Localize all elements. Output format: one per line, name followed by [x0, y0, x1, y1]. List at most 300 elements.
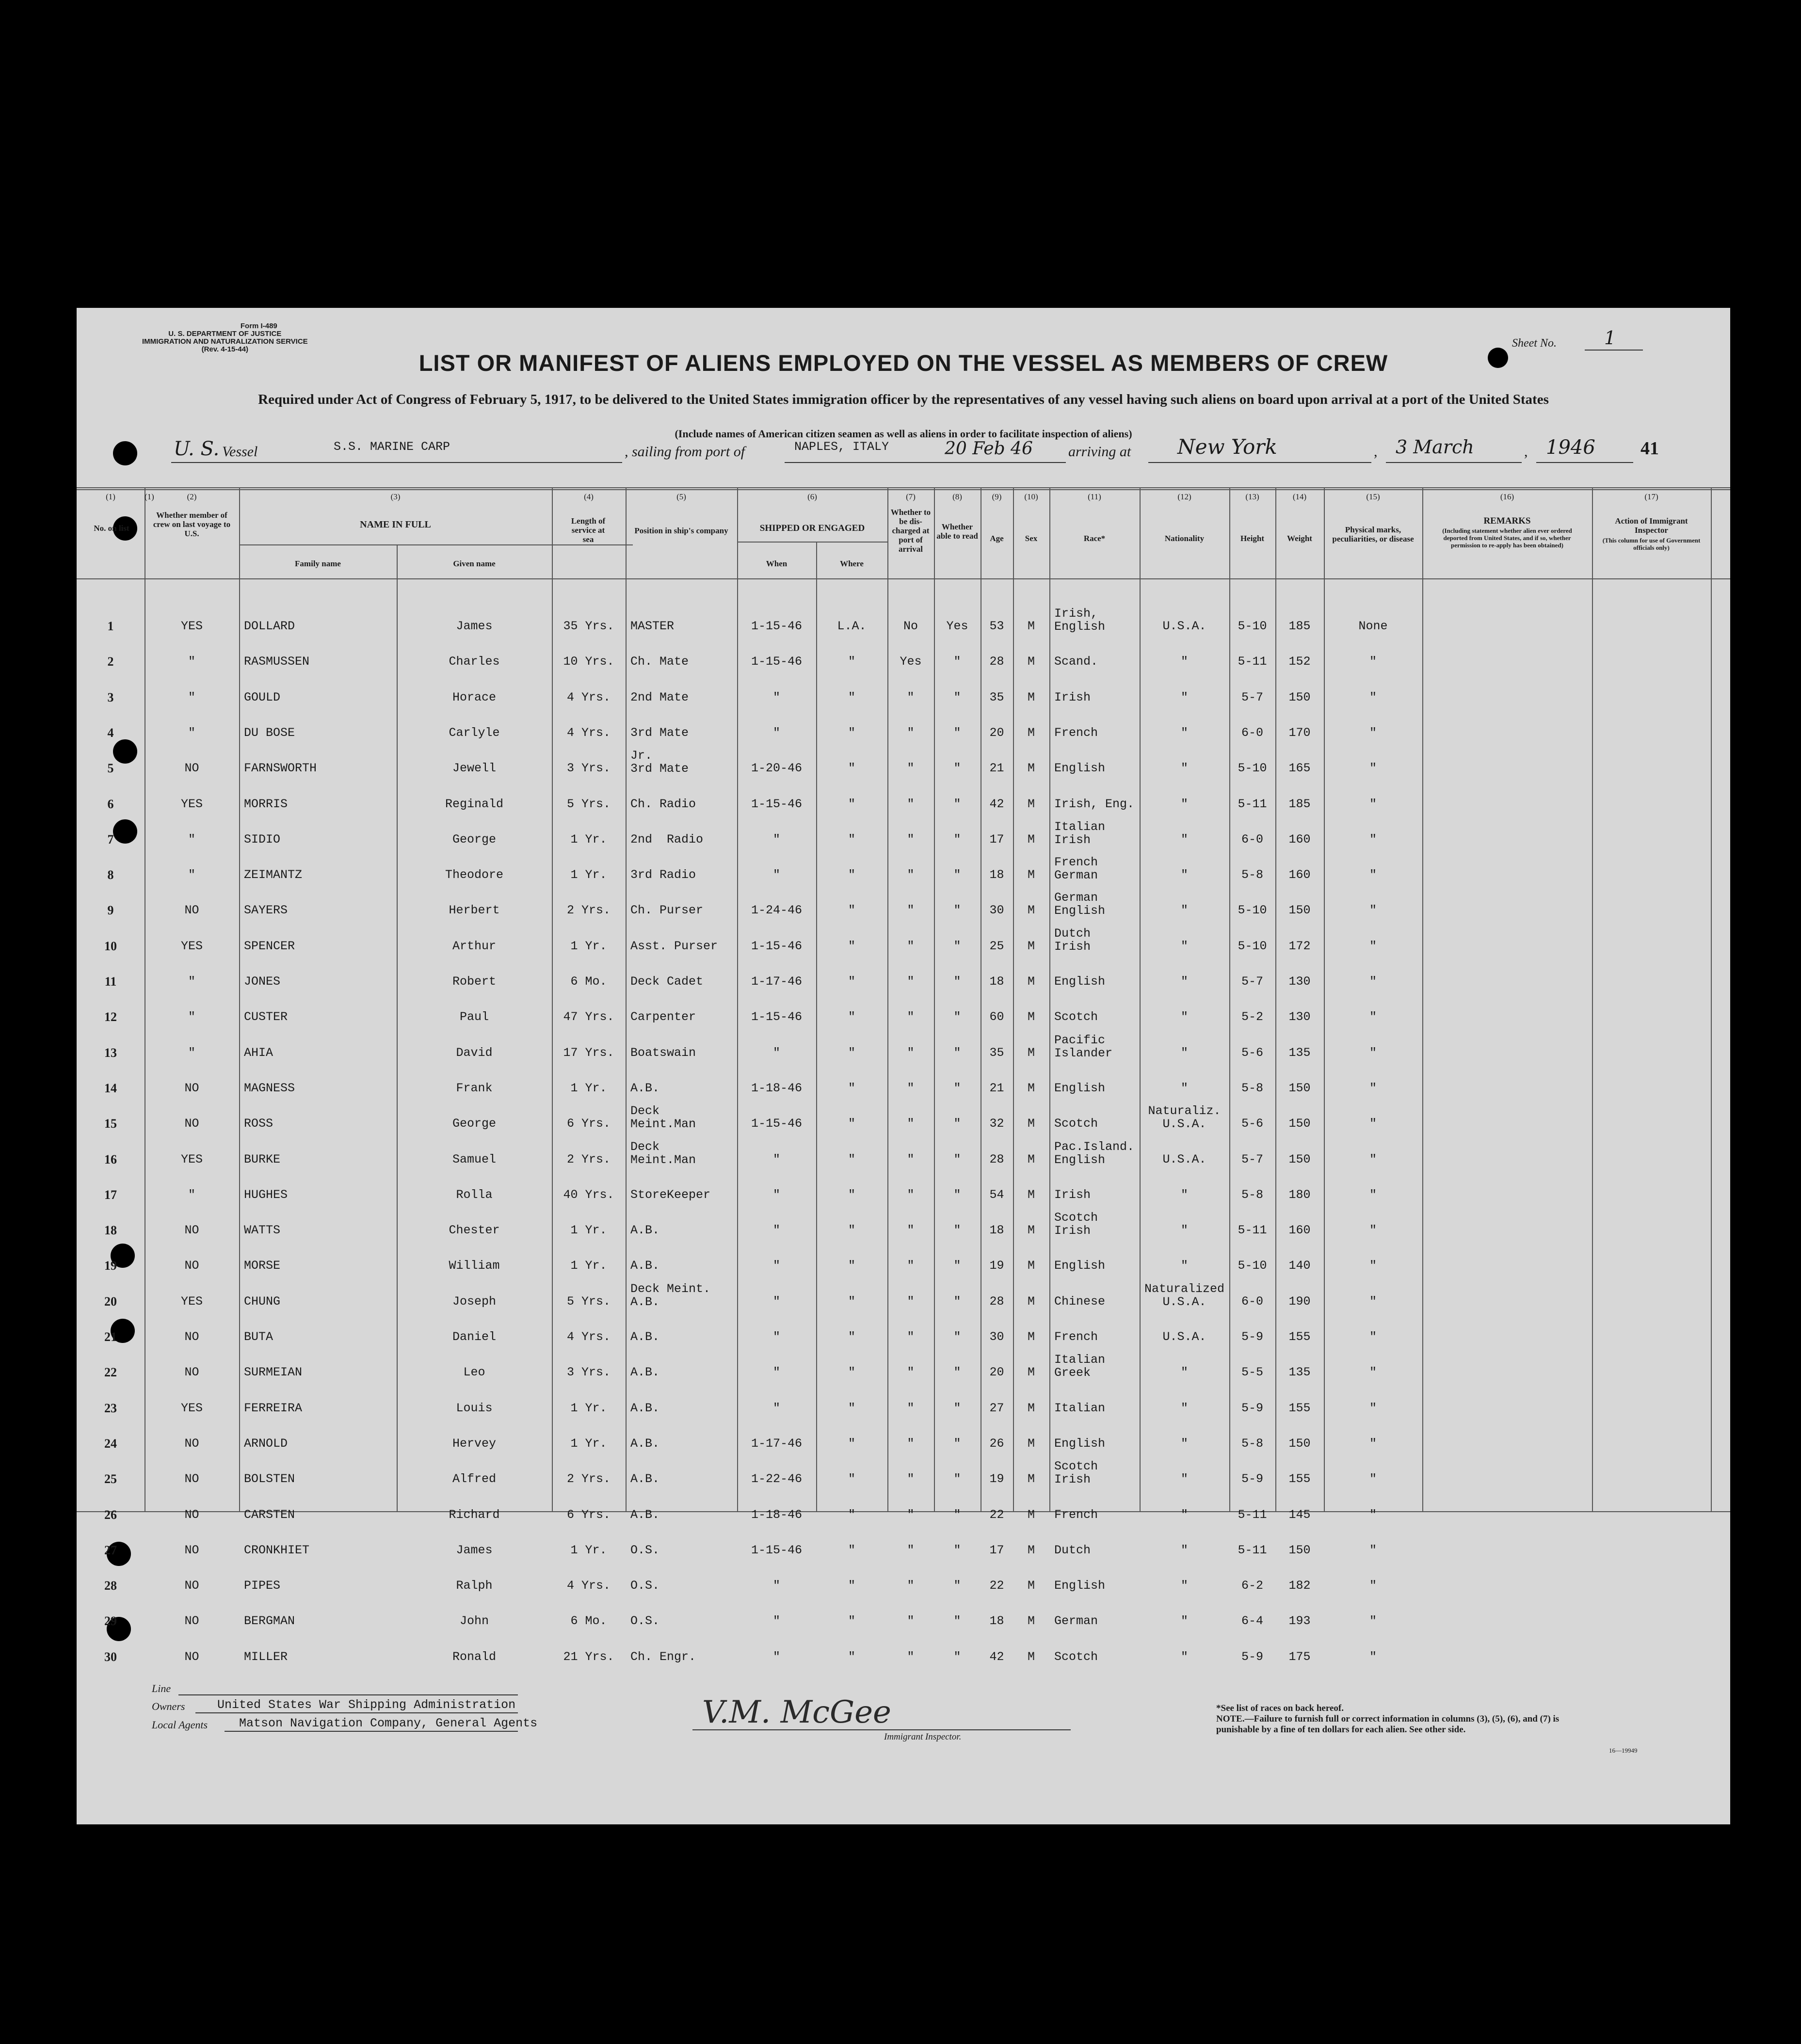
- cell-position: A.B.: [630, 1330, 660, 1344]
- cell-family: CUSTER: [244, 1010, 288, 1024]
- cell-marks: ": [1369, 797, 1377, 811]
- cell-marks: ": [1369, 1507, 1377, 1522]
- cell-sex: M: [1027, 1543, 1035, 1557]
- col-num: (10): [1024, 492, 1038, 501]
- cell-weight: 160: [1288, 832, 1311, 846]
- table-row: [77, 1246, 1730, 1275]
- cell-no: 29: [104, 1614, 117, 1629]
- cell-service: 5 Yrs.: [566, 797, 611, 811]
- cell-nat: U.S.A.: [1162, 1330, 1206, 1344]
- cell-no: 8: [107, 868, 114, 882]
- cell-last: NO: [184, 1507, 199, 1522]
- cell-race: Dutch: [1054, 1543, 1091, 1557]
- cell-position: 3rd Radio: [630, 868, 696, 882]
- cell-service: 6 Mo.: [570, 1614, 607, 1629]
- cell-given: Arthur: [452, 939, 496, 953]
- cell-race: German English: [1054, 891, 1106, 918]
- cell-height: 6-0: [1241, 832, 1263, 846]
- cell-age: 18: [989, 1614, 1004, 1629]
- cell-position: A.B.: [630, 1223, 660, 1238]
- cell-height: 5-11: [1238, 655, 1267, 669]
- cell-age: 30: [989, 1330, 1004, 1344]
- table-row: [77, 1281, 1730, 1310]
- cell-age: 19: [989, 1259, 1004, 1273]
- cell-where: ": [848, 1081, 855, 1095]
- header-family-name: Family name: [295, 559, 341, 568]
- cell-marks: ": [1369, 1223, 1377, 1238]
- col-num: (11): [1088, 492, 1101, 501]
- col-num: (14): [1292, 492, 1307, 501]
- header-remarks: REMARKS: [1483, 516, 1531, 526]
- cell-last: NO: [184, 1081, 199, 1095]
- manifest-sheet: Form I-489 U. S. DEPARTMENT OF JUSTICE IMMIGRATION AND NATURALIZATION SERVICE (Rev. 4-15-44) LIST OR MANIFEST OF ALIENS EMPLOYED ON THE VESSEL AS MEMBERS OF CREW Sheet No. 1 Required under Act of Congress of February 5, 1917, to be delivered to the United States immigration officer by the representatives of any vessel having such aliens on board upon arrival at a port of the United States (Include names of American citizen seamen as well as aliens in order to facilitate inspection of aliens) 41 U. S. Vessel S.S. MARINE CARP , sailing from port of NAPLES, ITALY 20 Feb 46 arriving at New York , 3 March , 1946 (1) (1) (2) (3) (4) (5) (6) (7) (8) (9) (10) (11) (12) (13) (14) (15) (16) (17) No. on list Whether member of crew on last voyage to U.S. NAME IN FULL Family name Given name Length of service at sea Position in ship's company SHIPPED OR ENGAGED When Where Whether to be dis-charged at port of arrival Whether able to read Age Sex Race* Nationality Height Weight Physical marks, peculiarities, or disease REMARKS (Including statement whether alien ever ordered deported from United States, and if so, whether permission to re-apply has been obtained) Action of Immigrant Inspector (This column for use of Government officials only) 1 YES DOLLARD James 35 Yrs. MASTER 1-15-46 L.A. No Yes 53 M Irish, English U.S.A. 5-10 185 None 2 " RASMUSSEN Charles 10 Yrs. Ch. Mate 1-15-46 " Yes " 28 M Scand. " 5-11 152 " 3 " GOULD Horace 4 Yrs. 2nd Mate " " " " 35 M Irish " 5-7 150 " 4 " DU BOSE Carlyle 4 Yrs. 3rd Mate " " " " 20 M French " 6-0 170 " 5 NO FARNSWORTH Jewell 3 Yrs. Jr. 3rd Mate 1-20-46 " " " 21 M English " 5-10 165 " 6 YES MORRIS Reginald 5 Yrs. Ch. Radio 1-15-46 " " " 42 M Irish, Eng. " 5-11 185 " 7 " SIDIO George 1 Yr. 2nd Radio " " " " 17 M Italian Irish " 6-0 160 " 8 " ZEIMANTZ Theodore 1 Yr. 3rd Radio " " " " 18 M French German " 5-8 160 " 9 NO SAYERS Herbert 2 Yrs. Ch. Purser 1-24-46 " " " 30 M German English " 5-10 150 " 10 YES SPENCER Arthur 1 Yr. Asst. Purser 1-15-46 " " " 25 M Dutch Irish " 5-10 172 " 11 " JONES Robert 6 Mo. Deck Cadet 1-17-46 " " " 18 M English " 5-7 130 " 12 " CUSTER Paul 47 Yrs. Carpenter 1-15-46 " " " 60 M Scotch " 5-2 130 " 13 " AHIA David 17 Yrs. Boatswain " " " " 35 M Pacific Islander " 5-6 135 " 14 NO MAGNESS Frank 1 Yr. A.B. 1-18-46 " " " 21 M English " 5-8 150 " 15 NO ROSS George 6 Yrs. Deck Meint.Man 1-15-46 " " " 32 M Scotch Naturaliz. U.S.A. 5-6 150 " 16 YES BURKE Samuel 2 Yrs. Deck Meint.Man " " " " 28 M Pac.Island. English U.S.A. 5-7 150 " 17 " HUGHES Rolla 40 Yrs. StoreKeeper " " " " 54 M Irish " 5-8 180 " 18 NO WATTS Chester 1 Yr. A.B. " " " " 18 M Scotch Irish " 5-11 160 " 19 NO MORSE William 1 Yr. A.B. " " " " 19 M English " 5-10 140 " 20 YES CHUNG Joseph 5 Yrs. Deck Meint. A.B. " " " " 28 M Chinese Naturalized U.S.A. 6-0 190 " 21 NO BUTA Daniel 4 Yrs. A.B. " " " " 30 M French U.S.A. 5-9 155 " 22 NO SURMEIAN Leo 3 Yrs. A.B. " " " " 20 M Italian Greek " 5-5 135 " 23 YES FERREIRA Louis 1 Yr. A.B. " " " " 27 M Italian " 5-9 155 " 24 NO ARNOLD Hervey 1 Yr. A.B. 1-17-46 " " " 26 M English " 5-8 150 " 25 NO BOLSTEN Alfred 2 Yrs. A.B. 1-22-46 " " " 19 M Scotch Irish " 5-9 155 " 26 NO CARSTEN Richard 6 Yrs. A.B. 1-18-46 " " " 22 M French " 5-11 145 " 27 NO CRONKHIET James 1 Yr. O.S. 1-15-46 " " " 17 M Dutch " 5-11 150 " 28 NO PIPES Ralph 4 Yrs. O.S. " " " " 22 M English " 6-2 182 " 29 NO BERGMAN John 6 Mo. O.S. " " " " 18 M German " 6-4 193 " 30 NO MILLER Ronald 21 Yrs. Ch. Engr. " " " " 42 M Scotch " 5-9 175 " Line Owners United States War Shipping Administration Local Agents Matson Navigation Company, General Agents V.M. McGee Immigrant Inspector. *See list of races on back hereof. NOTE.—Failure to furnish full or correct information in columns (3), (5), (6), and (7) is punishable by a fine of ten dollars for each alien. See other side. 16—19949: [77, 308, 1730, 1824]
- cell-given: Robert: [452, 974, 496, 989]
- header-race: Race*: [1083, 534, 1106, 543]
- table-row: [77, 1530, 1730, 1559]
- cell-when: ": [772, 1187, 780, 1202]
- cell-service: 4 Yrs.: [566, 1330, 611, 1344]
- cell-marks: ": [1369, 1152, 1377, 1166]
- cell-height: 5-10: [1238, 1259, 1267, 1273]
- col-num: (13): [1245, 492, 1259, 501]
- cell-weight: 130: [1288, 974, 1311, 989]
- cell-read: ": [953, 1259, 961, 1273]
- cell-weight: 185: [1288, 797, 1311, 811]
- cell-height: 6-4: [1241, 1614, 1263, 1629]
- cell-read: ": [953, 1472, 961, 1486]
- cell-age: 25: [989, 939, 1004, 953]
- col-num: (7): [906, 492, 916, 501]
- cell-family: BUTA: [244, 1330, 273, 1344]
- cell-where: ": [848, 761, 855, 776]
- cell-height: 5-6: [1241, 1045, 1263, 1060]
- cell-weight: 160: [1288, 868, 1311, 882]
- cell-read: ": [953, 1045, 961, 1060]
- header-shipped-or-engaged: SHIPPED OR ENGAGED: [759, 523, 865, 533]
- cell-weight: 155: [1288, 1330, 1311, 1344]
- cell-nat: ": [1180, 1472, 1188, 1486]
- cell-age: 35: [989, 690, 1004, 704]
- cell-sex: M: [1027, 1117, 1035, 1131]
- cell-nat: ": [1180, 725, 1188, 740]
- cell-height: 5-9: [1241, 1330, 1263, 1344]
- cell-when: ": [772, 725, 780, 740]
- cell-service: 6 Mo.: [570, 974, 607, 989]
- cell-position: A.B.: [630, 1472, 660, 1486]
- cell-given: James: [456, 619, 493, 633]
- cell-weight: 155: [1288, 1472, 1311, 1486]
- cell-where: ": [848, 725, 855, 740]
- cell-nat: ": [1180, 1543, 1188, 1557]
- cell-marks: ": [1369, 1614, 1377, 1629]
- header-sex: Sex: [1025, 534, 1038, 543]
- cell-age: 22: [989, 1579, 1004, 1593]
- cell-where: ": [848, 1152, 855, 1166]
- cell-where: ": [848, 1579, 855, 1593]
- cell-service: 1 Yr.: [570, 868, 607, 882]
- cell-sex: M: [1027, 903, 1035, 918]
- col-num: (9): [992, 492, 1002, 501]
- cell-nat: ": [1180, 1649, 1188, 1664]
- cell-family: FARNSWORTH: [244, 761, 317, 776]
- cell-nat: ": [1180, 1579, 1188, 1593]
- col-num: (8): [952, 492, 962, 501]
- cell-age: 60: [989, 1010, 1004, 1024]
- cell-where: ": [848, 1543, 855, 1557]
- cell-marks: ": [1369, 1330, 1377, 1344]
- arrival-day: 3 March: [1396, 436, 1474, 458]
- cell-read: ": [953, 1543, 961, 1557]
- line-label: Line: [152, 1682, 171, 1694]
- header-length-of-service: Length of service at sea: [571, 516, 606, 544]
- cell-marks: ": [1369, 1472, 1377, 1486]
- cell-when: ": [772, 1649, 780, 1664]
- cell-sex: M: [1027, 797, 1035, 811]
- cell-read: ": [953, 797, 961, 811]
- cell-last: YES: [180, 797, 203, 811]
- cell-race: Dutch Irish: [1054, 926, 1091, 954]
- cell-race: Irish: [1054, 1187, 1091, 1202]
- cell-family: PIPES: [244, 1579, 281, 1593]
- vessel-name: S.S. MARINE CARP: [334, 440, 450, 454]
- cell-where: ": [848, 1401, 855, 1415]
- cell-disch: ": [907, 1472, 915, 1486]
- cell-family: ZEIMANTZ: [244, 868, 303, 882]
- cell-service: 3 Yrs.: [566, 761, 611, 776]
- cell-marks: ": [1369, 1365, 1377, 1380]
- cell-last: ": [188, 1045, 195, 1060]
- cell-family: GOULD: [244, 690, 281, 704]
- cell-age: 28: [989, 1152, 1004, 1166]
- cell-last: YES: [180, 1294, 203, 1309]
- cell-weight: 135: [1288, 1045, 1311, 1060]
- cell-sex: M: [1027, 619, 1035, 633]
- cell-position: StoreKeeper: [630, 1187, 711, 1202]
- cell-disch: ": [907, 1543, 915, 1557]
- arriving-port: New York: [1177, 435, 1277, 459]
- cell-where: ": [848, 797, 855, 811]
- cell-family: CARSTEN: [244, 1507, 295, 1522]
- cell-race: English: [1054, 1579, 1106, 1593]
- cell-service: 2 Yrs.: [566, 1152, 611, 1166]
- cell-service: 47 Yrs.: [563, 1010, 614, 1024]
- cell-given: Horace: [452, 690, 496, 704]
- cell-when: 1-18-46: [751, 1507, 803, 1522]
- cell-sex: M: [1027, 1081, 1035, 1095]
- cell-family: CRONKHIET: [244, 1543, 310, 1557]
- cell-when: ": [772, 690, 780, 704]
- cell-when: 1-15-46: [751, 939, 803, 953]
- cell-service: 35 Yrs.: [563, 619, 614, 633]
- cell-where: ": [848, 1259, 855, 1273]
- cell-service: 1 Yr.: [570, 1259, 607, 1273]
- sheet-number-label: Sheet No.: [1512, 337, 1557, 350]
- cell-disch: ": [907, 797, 915, 811]
- cell-position: O.S.: [630, 1579, 660, 1593]
- cell-weight: 165: [1288, 761, 1311, 776]
- cell-sex: M: [1027, 1436, 1035, 1451]
- cell-weight: 135: [1288, 1365, 1311, 1380]
- cell-where: ": [848, 1436, 855, 1451]
- cell-last: ": [188, 725, 195, 740]
- cell-position: O.S.: [630, 1543, 660, 1557]
- cell-age: 21: [989, 1081, 1004, 1095]
- form-identifier: Form I-489 U. S. DEPARTMENT OF JUSTICE IMMIGRATION AND NATURALIZATION SERVICE (Rev. 4-15-44): [142, 322, 308, 353]
- cell-height: 6-0: [1241, 1294, 1263, 1309]
- cell-age: 26: [989, 1436, 1004, 1451]
- cell-sex: M: [1027, 1010, 1035, 1024]
- cell-where: ": [848, 1223, 855, 1238]
- cell-sex: M: [1027, 1045, 1035, 1060]
- cell-no: 4: [107, 725, 114, 740]
- cell-height: 6-2: [1241, 1579, 1263, 1593]
- cell-height: 5-11: [1238, 1223, 1267, 1238]
- header-position: Position in ship's company: [634, 526, 728, 535]
- header-discharged: Whether to be dis-charged at port of arrival: [890, 508, 931, 554]
- cell-nat: ": [1180, 797, 1188, 811]
- cell-race: English: [1054, 1259, 1106, 1273]
- cell-given: George: [452, 1117, 496, 1131]
- cell-last: NO: [184, 1259, 199, 1273]
- cell-read: ": [953, 1223, 961, 1238]
- cell-race: French German: [1054, 855, 1098, 883]
- cell-no: 14: [104, 1081, 117, 1095]
- cell-weight: 170: [1288, 725, 1311, 740]
- cell-height: 5-11: [1238, 1543, 1267, 1557]
- cell-when: 1-15-46: [751, 1543, 803, 1557]
- cell-family: BURKE: [244, 1152, 281, 1166]
- cell-marks: ": [1369, 1543, 1377, 1557]
- header-nationality: Nationality: [1164, 534, 1205, 543]
- cell-no: 6: [107, 797, 114, 811]
- cell-sex: M: [1027, 868, 1035, 882]
- cell-family: SPENCER: [244, 939, 295, 953]
- cell-age: 30: [989, 903, 1004, 918]
- cell-where: ": [848, 1294, 855, 1309]
- sailing-port: NAPLES, ITALY: [794, 440, 889, 454]
- cell-service: 40 Yrs.: [563, 1187, 614, 1202]
- cell-family: JONES: [244, 974, 281, 989]
- cell-family: MAGNESS: [244, 1081, 295, 1095]
- vessel-prefix: U. S.: [174, 438, 220, 460]
- cell-read: ": [953, 939, 961, 953]
- cell-race: French: [1054, 725, 1098, 740]
- table-row: [77, 1495, 1730, 1524]
- cell-position: 3rd Mate: [630, 725, 689, 740]
- cell-service: 17 Yrs.: [563, 1045, 614, 1060]
- cell-no: 7: [107, 832, 114, 846]
- cell-nat: ": [1180, 903, 1188, 918]
- table-row: [77, 713, 1730, 742]
- table-row: [77, 855, 1730, 884]
- cell-height: 5-10: [1238, 903, 1267, 918]
- cell-disch: ": [907, 903, 915, 918]
- cell-race: Scotch Irish: [1054, 1459, 1098, 1487]
- header-given-name: Given name: [453, 559, 496, 568]
- cell-race: Irish, English: [1054, 607, 1106, 634]
- cell-sex: M: [1027, 974, 1035, 989]
- cell-disch: ": [907, 1507, 915, 1522]
- cell-disch: ": [907, 1401, 915, 1415]
- table-row: [77, 890, 1730, 919]
- cell-disch: ": [907, 1081, 915, 1095]
- cell-disch: ": [907, 690, 915, 704]
- cell-where: ": [848, 1330, 855, 1344]
- cell-race: Irish, Eng.: [1054, 797, 1135, 811]
- subtitle: Required under Act of Congress of February 5, 1917, to be delivered to the United States immigration officer by the representatives of any vessel having such aliens on board upon arrival at a port of the United States: [258, 392, 1549, 407]
- cell-position: A.B.: [630, 1365, 660, 1380]
- cell-when: ": [772, 1294, 780, 1309]
- cell-read: ": [953, 974, 961, 989]
- cell-age: 27: [989, 1401, 1004, 1415]
- cell-service: 1 Yr.: [570, 1543, 607, 1557]
- cell-nat: ": [1180, 974, 1188, 989]
- cell-race: Italian Greek: [1054, 1353, 1106, 1380]
- cell-position: O.S.: [630, 1614, 660, 1629]
- cell-no: 17: [104, 1187, 117, 1202]
- page-number: 41: [1640, 438, 1659, 459]
- cell-nat: U.S.A.: [1162, 1152, 1206, 1166]
- races-note: *See list of races on back hereof.: [1216, 1703, 1344, 1713]
- cell-height: 5-7: [1241, 1152, 1263, 1166]
- cell-when: ": [772, 1045, 780, 1060]
- cell-height: 5-11: [1238, 1507, 1267, 1522]
- cell-nat: Naturaliz. U.S.A.: [1148, 1104, 1221, 1132]
- cell-no: 21: [104, 1330, 117, 1344]
- cell-marks: ": [1369, 1187, 1377, 1202]
- cell-read: Yes: [946, 619, 968, 633]
- cell-nat: ": [1180, 1365, 1188, 1380]
- cell-disch: ": [907, 761, 915, 776]
- table-row: [77, 1352, 1730, 1381]
- cell-age: 35: [989, 1045, 1004, 1060]
- cell-race: Italian: [1054, 1401, 1106, 1415]
- cell-marks: ": [1369, 1081, 1377, 1095]
- cell-sex: M: [1027, 832, 1035, 846]
- cell-no: 30: [104, 1649, 117, 1664]
- cell-where: ": [848, 832, 855, 846]
- cell-height: 5-10: [1238, 761, 1267, 776]
- cell-race: English: [1054, 974, 1106, 989]
- cell-when: ": [772, 1614, 780, 1629]
- cell-position: A.B.: [630, 1436, 660, 1451]
- cell-race: Italian Irish: [1054, 819, 1106, 847]
- cell-read: ": [953, 1330, 961, 1344]
- header-inspector-action: Action of Immigrant Inspector: [1615, 516, 1688, 535]
- cell-read: ": [953, 1649, 961, 1664]
- table-row: [77, 1601, 1730, 1630]
- cell-nat: ": [1180, 655, 1188, 669]
- cell-given: Chester: [449, 1223, 500, 1238]
- col-num: (15): [1366, 492, 1380, 501]
- cell-given: William: [449, 1259, 500, 1273]
- cell-service: 10 Yrs.: [563, 655, 614, 669]
- arriving-label: arriving at: [1068, 444, 1131, 460]
- print-code: 16—19949: [1609, 1747, 1638, 1754]
- cell-last: NO: [184, 1365, 199, 1380]
- cell-read: ": [953, 725, 961, 740]
- cell-position: Ch. Engr.: [630, 1649, 696, 1664]
- cell-given: Joseph: [452, 1294, 496, 1309]
- cell-last: ": [188, 690, 195, 704]
- cell-race: Pacific Islander: [1054, 1033, 1113, 1060]
- cell-sex: M: [1027, 690, 1035, 704]
- cell-sex: M: [1027, 1365, 1035, 1380]
- cell-sex: M: [1027, 1579, 1035, 1593]
- table-row: [77, 784, 1730, 813]
- cell-last: YES: [180, 1152, 203, 1166]
- cell-nat: ": [1180, 1507, 1188, 1522]
- cell-service: 21 Yrs.: [563, 1649, 614, 1664]
- cell-sex: M: [1027, 1649, 1035, 1664]
- table-row: [77, 1459, 1730, 1488]
- cell-last: ": [188, 832, 195, 846]
- cell-disch: ": [907, 939, 915, 953]
- cell-given: Richard: [449, 1507, 500, 1522]
- cell-last: NO: [184, 1543, 199, 1557]
- cell-when: ": [772, 1365, 780, 1380]
- table-row: [77, 961, 1730, 990]
- cell-disch: ": [907, 868, 915, 882]
- col-num: (12): [1177, 492, 1191, 501]
- cell-service: 1 Yr.: [570, 1401, 607, 1415]
- cell-age: 42: [989, 797, 1004, 811]
- cell-weight: 175: [1288, 1649, 1311, 1664]
- cell-age: 17: [989, 1543, 1004, 1557]
- cell-family: AHIA: [244, 1045, 273, 1060]
- table-row: [77, 1637, 1730, 1666]
- cell-when: 1-17-46: [751, 1436, 803, 1451]
- cell-disch: ": [907, 1365, 915, 1380]
- cell-family: BOLSTEN: [244, 1472, 295, 1486]
- cell-no: 27: [104, 1543, 117, 1557]
- cell-marks: ": [1369, 1117, 1377, 1131]
- cell-age: 28: [989, 1294, 1004, 1309]
- cell-nat: ": [1180, 1436, 1188, 1451]
- cell-read: ": [953, 690, 961, 704]
- cell-no: 13: [104, 1045, 117, 1060]
- cell-age: 21: [989, 761, 1004, 776]
- cell-where: ": [848, 690, 855, 704]
- cell-marks: ": [1369, 1045, 1377, 1060]
- table-row: [77, 1139, 1730, 1168]
- include-note: (Include names of American citizen seamen as well as aliens in order to facilitate inspection of aliens): [675, 428, 1132, 440]
- cell-family: WATTS: [244, 1223, 281, 1238]
- cell-given: David: [456, 1045, 493, 1060]
- cell-age: 17: [989, 832, 1004, 846]
- cell-weight: 140: [1288, 1259, 1311, 1273]
- penalty-note: NOTE.—Failure to furnish full or correct information in columns (3), (5), (6), and (7) is punishable by a fine of ten dollars for each alien. See other side.: [1216, 1714, 1560, 1735]
- cell-service: 4 Yrs.: [566, 690, 611, 704]
- cell-nat: ": [1180, 868, 1188, 882]
- col-num: (4): [584, 492, 594, 501]
- table-row: [77, 1033, 1730, 1062]
- cell-disch: ": [907, 1649, 915, 1664]
- header-inspector-note: (This column for use of Government officials only): [1602, 537, 1701, 551]
- header-weight: Weight: [1287, 534, 1312, 543]
- cell-service: 6 Yrs.: [566, 1507, 611, 1522]
- cell-position: A.B.: [630, 1259, 660, 1273]
- cell-sex: M: [1027, 655, 1035, 669]
- cell-disch: ": [907, 1259, 915, 1273]
- cell-height: 5-10: [1238, 619, 1267, 633]
- cell-weight: 182: [1288, 1579, 1311, 1593]
- cell-last: NO: [184, 1117, 199, 1131]
- cell-sex: M: [1027, 725, 1035, 740]
- cell-weight: 180: [1288, 1187, 1311, 1202]
- cell-when: 1-15-46: [751, 655, 803, 669]
- cell-where: ": [848, 974, 855, 989]
